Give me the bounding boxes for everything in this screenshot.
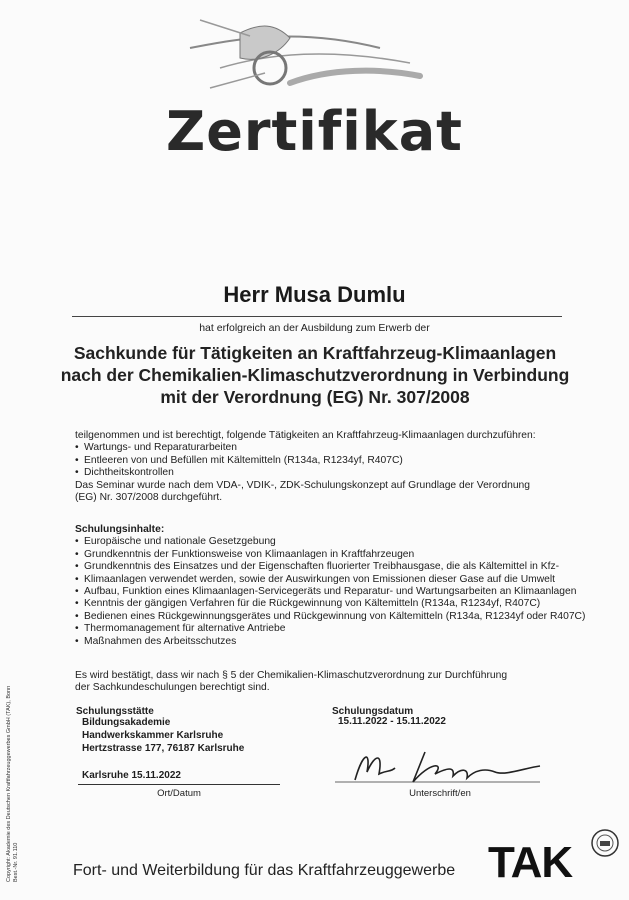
activities-list xyxy=(75,442,605,479)
headline-line: Sachkunde für Tätigkeiten an Kraftfahrzeug-Klimaanlagen xyxy=(73,343,557,363)
recipient-underline xyxy=(72,316,562,317)
seal-icon xyxy=(590,828,620,858)
confirmation-text: der Sachkundeschulungen berechtigt sind. xyxy=(75,682,270,694)
certificate-title: Zertifikat xyxy=(166,100,463,163)
place-date-value: Karlsruhe 15.11.2022 xyxy=(82,770,181,781)
contents-section xyxy=(75,524,605,648)
participation-section xyxy=(75,430,605,504)
list-item: • Wartungs- und Reparaturarbeiten xyxy=(75,442,605,454)
footer-tagline: Fort- und Weiterbildung für das Kraftfahrzeuggewerbe xyxy=(73,862,456,879)
contents-list xyxy=(75,536,605,648)
headline-line: nach der Chemikalien-Klimaschutzverordnung in Verbindung xyxy=(60,365,570,385)
list-item: • Bedienen eines Rückgewinnungsgerätes und Rückgewinnung von Kältemitteln (R134a, R1234yf oder R407C) xyxy=(75,611,605,623)
training-date-value: 15.11.2022 - 15.11.2022 xyxy=(338,716,446,727)
tak-logo: TAK xyxy=(488,838,573,887)
venue-label: Schulungsstätte xyxy=(76,706,154,717)
qualification-headline xyxy=(50,342,580,408)
headline-line: mit der Verordnung (EG) Nr. 307/2008 xyxy=(160,387,470,407)
list-item: • Kenntnis der gängigen Verfahren für die Rückgewinnung von Kältemitteln (R134a, R1234yf, R407C) xyxy=(75,598,605,610)
list-item: • Europäische und nationale Gesetzgebung xyxy=(75,536,605,548)
list-item: • Entleeren von und Befüllen mit Kältemitteln (R134a, R1234yf, R407C) xyxy=(75,455,605,467)
recipient-name: Herr Musa Dumlu xyxy=(223,282,406,307)
place-date-caption: Ort/Datum xyxy=(157,788,201,799)
confirmation-text: Es wird bestätigt, dass wir nach § 5 der Chemikalien-Klimaschutzverordnung zur Durchführung xyxy=(75,670,508,681)
venue-line: Hertzstrasse 177, 76187 Karlsruhe xyxy=(82,743,245,754)
list-item: • Aufbau, Funktion eines Klimaanlagen-Servicegeräts und Reparatur- und Wartungsarbeiten an Klimaanlagen xyxy=(75,586,605,598)
seminar-text: (EG) Nr. 307/2008 durchgeführt. xyxy=(75,492,223,504)
place-date-line xyxy=(78,784,280,785)
intro-text: hat erfolgreich an der Ausbildung zum Erwerb der xyxy=(199,322,430,334)
seminar-text: Das Seminar wurde nach dem VDA-, VDIK-, ZDK-Schulungskonzept auf Grundlage der Verordnung xyxy=(75,479,531,491)
list-item-continuation: • Klimaanlagen verwendet werden, sowie der Auswirkungen von Emissionen dieser Gase auf die Umwelt xyxy=(75,574,605,586)
venue-line: Handwerkskammer Karlsruhe xyxy=(82,730,224,741)
venue-address xyxy=(82,716,244,755)
list-item: • Maßnahmen des Arbeitsschutzes xyxy=(75,636,605,648)
confirmation-section xyxy=(75,670,605,695)
participation-text: teilgenommen und ist berechtigt, folgende Tätigkeiten an Kraftfahrzeug-Klimaanlagen durchzuführen: xyxy=(75,430,536,441)
list-item: • Grundkenntnis des Einsatzes und der Eigenschaften fluorierter Treibhausgase, die als Kältemittel in Kfz- xyxy=(75,561,605,573)
list-item: • Grundkenntnis der Funktionsweise von Klimaanlagen in Kraftfahrzeugen xyxy=(75,549,605,561)
signature-caption: Unterschrift/en xyxy=(409,788,471,799)
copyright-vertical-text xyxy=(6,686,20,882)
copyright-line: Best.-Nr. 91.110 xyxy=(13,842,19,882)
copyright-line: Copyright: Akademie des Deutschen Kraftfahrzeuggewerbes GmbH (TAK), Bonn xyxy=(6,685,12,882)
venue-line: Bildungsakademie xyxy=(82,717,171,728)
training-date-label: Schulungsdatum xyxy=(332,706,414,717)
contents-heading: Schulungsinhalte: xyxy=(75,524,165,535)
signature-image xyxy=(335,742,545,790)
list-item: • Dichtheitskontrollen xyxy=(75,467,605,479)
list-item: • Thermomanagement für alternative Antriebe xyxy=(75,623,605,635)
